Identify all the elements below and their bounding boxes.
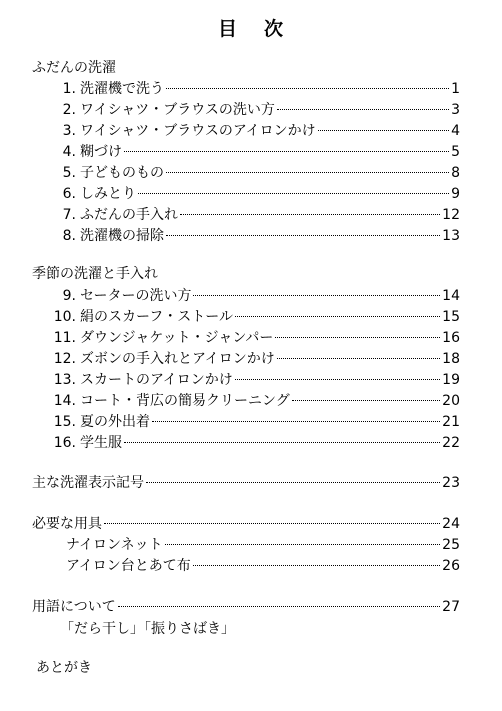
toc-terms-subtitle: 「だら干し」「振りさばき」 bbox=[60, 621, 235, 637]
leader-dots bbox=[124, 442, 440, 443]
leader-dots bbox=[124, 151, 449, 152]
toc-entry[interactable] bbox=[0, 370, 502, 391]
leader-dots bbox=[152, 421, 440, 422]
entry-label: ワイシャツ・ブラウスのアイロンかけ bbox=[80, 123, 316, 139]
entry-number: 13. bbox=[53, 372, 76, 388]
leader-dots bbox=[277, 109, 449, 110]
leader-dots bbox=[318, 130, 449, 131]
entry-number: 1. bbox=[62, 81, 76, 97]
entry-page: 9 bbox=[451, 186, 460, 202]
toc-subentry[interactable] bbox=[0, 556, 502, 577]
leader-dots bbox=[277, 358, 440, 359]
entry-label: しみとり bbox=[80, 186, 136, 202]
entry-page: 14 bbox=[442, 288, 460, 304]
leader-dots bbox=[104, 523, 440, 524]
toc-entry[interactable] bbox=[0, 433, 502, 454]
leader-dots bbox=[166, 88, 449, 89]
entry-page: 13 bbox=[442, 228, 460, 244]
entry-page: 27 bbox=[442, 599, 460, 615]
title-char-1: 目 bbox=[217, 18, 238, 40]
entry-number: 6. bbox=[62, 186, 76, 202]
entry-page: 3 bbox=[451, 102, 460, 118]
toc-entry[interactable] bbox=[0, 100, 502, 121]
entry-page: 18 bbox=[442, 351, 460, 367]
entry-label: スカートのアイロンかけ bbox=[80, 372, 233, 388]
entry-label: 主な洗濯表示記号 bbox=[32, 475, 144, 491]
entry-page: 22 bbox=[442, 435, 460, 451]
entry-label: 用語について bbox=[32, 599, 116, 615]
entry-label: ふだんの手入れ bbox=[80, 207, 178, 223]
page-title bbox=[0, 14, 502, 41]
entry-label: コート・背広の簡易クリーニング bbox=[80, 393, 290, 409]
entry-label: 必要な用具 bbox=[32, 516, 102, 532]
entry-number: 16. bbox=[53, 435, 76, 451]
toc-entry[interactable] bbox=[0, 205, 502, 226]
entry-number: 7. bbox=[62, 207, 76, 223]
section-heading-everyday: ふだんの洗濯 bbox=[32, 60, 116, 76]
leader-dots bbox=[138, 193, 449, 194]
entry-page: 23 bbox=[442, 475, 460, 491]
toc-afterword[interactable]: あとがき bbox=[36, 660, 92, 676]
entry-label: 糊づけ bbox=[80, 144, 122, 160]
entry-label: ダウンジャケット・ジャンパー bbox=[80, 330, 274, 346]
entry-page: 1 bbox=[451, 81, 460, 97]
entry-number: 2. bbox=[62, 102, 76, 118]
entry-label: ズボンの手入れとアイロンかけ bbox=[80, 351, 275, 367]
toc-entry[interactable] bbox=[0, 142, 502, 163]
leader-dots bbox=[193, 295, 440, 296]
leader-dots bbox=[292, 400, 440, 401]
toc-entry[interactable] bbox=[0, 391, 502, 412]
leader-dots bbox=[166, 235, 440, 236]
toc-entry[interactable] bbox=[0, 328, 502, 349]
entry-label: ナイロンネット bbox=[66, 537, 163, 553]
toc-entry[interactable] bbox=[0, 121, 502, 142]
title-char-2: 次 bbox=[264, 18, 285, 40]
toc-entry[interactable] bbox=[0, 412, 502, 433]
entry-number: 15. bbox=[53, 414, 76, 430]
entry-label: 絹のスカーフ・ストール bbox=[80, 309, 234, 325]
leader-dots bbox=[165, 544, 441, 545]
entry-label: アイロン台とあて布 bbox=[66, 558, 191, 574]
entry-label: 洗濯機で洗う bbox=[80, 81, 164, 97]
entry-number: 3. bbox=[62, 123, 76, 139]
toc-entry[interactable] bbox=[0, 163, 502, 184]
toc-entry-terms[interactable] bbox=[0, 597, 502, 618]
entry-label: 洗濯機の掃除 bbox=[80, 228, 164, 244]
entry-label: 子どものもの bbox=[80, 165, 164, 181]
entry-label: 夏の外出着 bbox=[80, 414, 150, 430]
entry-page: 8 bbox=[451, 165, 460, 181]
entry-page: 16 bbox=[442, 330, 460, 346]
entry-number: 12. bbox=[53, 351, 76, 367]
leader-dots bbox=[275, 337, 440, 338]
entry-page: 19 bbox=[442, 372, 460, 388]
leader-dots bbox=[118, 606, 440, 607]
toc-subentry[interactable] bbox=[0, 535, 502, 556]
entry-page: 24 bbox=[442, 516, 460, 532]
leader-dots bbox=[146, 482, 440, 483]
leader-dots bbox=[235, 379, 440, 380]
entry-number: 9. bbox=[62, 288, 76, 304]
entry-number: 4. bbox=[62, 144, 76, 160]
toc-entry[interactable] bbox=[0, 184, 502, 205]
entry-number: 8. bbox=[62, 228, 76, 244]
entry-page: 26 bbox=[442, 558, 460, 574]
entry-page: 15 bbox=[442, 309, 460, 325]
entry-label: ワイシャツ・ブラウスの洗い方 bbox=[80, 102, 275, 118]
leader-dots bbox=[166, 172, 449, 173]
toc-entry-laundry-symbols[interactable] bbox=[0, 473, 502, 494]
entry-number: 11. bbox=[53, 330, 76, 346]
toc-entry[interactable] bbox=[0, 79, 502, 100]
entry-page: 4 bbox=[451, 123, 460, 139]
entry-number: 10. bbox=[53, 309, 76, 325]
section-heading-seasonal: 季節の洗濯と手入れ bbox=[32, 266, 158, 282]
toc-entry-tools[interactable] bbox=[0, 514, 502, 535]
toc-entry[interactable] bbox=[0, 226, 502, 247]
entry-label: 学生服 bbox=[80, 435, 122, 451]
entry-number: 14. bbox=[53, 393, 76, 409]
toc-entry[interactable] bbox=[0, 307, 502, 328]
entry-page: 5 bbox=[451, 144, 460, 160]
entry-page: 12 bbox=[442, 207, 460, 223]
leader-dots bbox=[193, 565, 440, 566]
entry-page: 25 bbox=[442, 537, 460, 553]
toc-entry[interactable] bbox=[0, 349, 502, 370]
entry-number: 5. bbox=[62, 165, 76, 181]
toc-entry[interactable] bbox=[0, 286, 502, 307]
entry-page: 20 bbox=[442, 393, 460, 409]
entry-page: 21 bbox=[442, 414, 460, 430]
leader-dots bbox=[235, 316, 440, 317]
leader-dots bbox=[180, 214, 440, 215]
entry-label: セーターの洗い方 bbox=[80, 288, 192, 304]
